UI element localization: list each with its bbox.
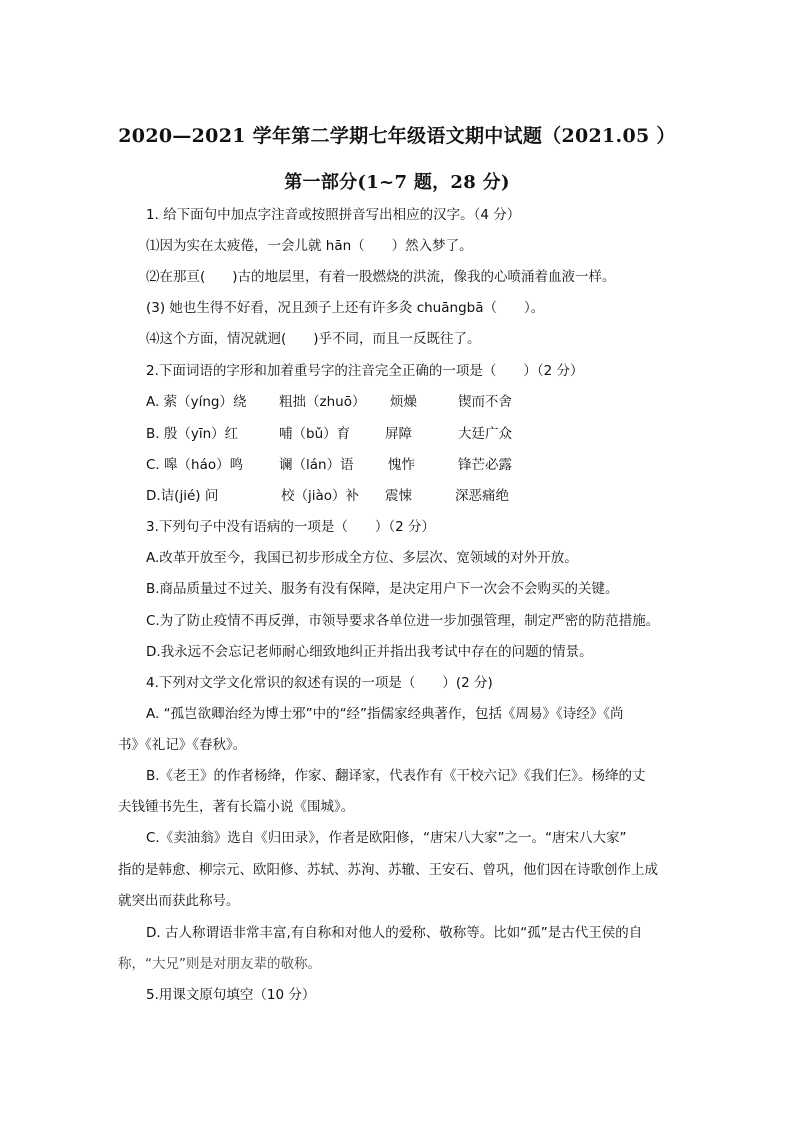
question-4-text: 就突出而获此称号。 [118, 893, 240, 909]
question-2-stem: 2.下面词语的字形和加着重号字的注音完全正确的一项是（ ）（2 分） [146, 363, 584, 379]
question-1-item: ⑵在那亘( )古的地层里，有着一股燃烧的洪流，像我的心喷涌着血液一样。 [146, 269, 616, 285]
question-4-text: 称，“大兄”则是对朋友辈的敬称。 [118, 956, 321, 972]
option-word: 震悚 [385, 488, 412, 504]
page-title: 2020—2021 学年第二学期七年级语文期中试题（2021.05 ） [118, 125, 676, 147]
question-4-text: D. 古人称谓语非常丰富,有自称和对他人的爱称、敬称等。比如“孤”是古代王侯的自 [146, 925, 643, 941]
option-word: 屏障 [385, 426, 412, 442]
question-1-item: (3) 她也生得不好看，况且颈子上还有许多灸 chuāngbā（ ）。 [146, 300, 545, 316]
section-subtitle: 第一部分(1~7 题，28 分) [284, 172, 510, 193]
question-4-text: 书》《礼记》《春秋》。 [118, 737, 247, 753]
question-1-item: ⑴因为实在太疲倦，一会儿就 hān（ ）然入梦了。 [146, 238, 473, 254]
option-word: 深恶痛绝 [455, 488, 509, 504]
option-word: 哺（bǔ）育 [279, 426, 351, 442]
option-word: A. 萦（yíng）绕 [146, 394, 247, 410]
question-1-stem: 1. 给下面句中加点字注音或按照拼音写出相应的汉字。（4 分） [146, 207, 521, 223]
question-4-text: 夫钱锺书先生，著有长篇小说《围城》。 [118, 799, 355, 815]
question-5-stem: 5.用课文原句填空（10 分） [146, 987, 316, 1003]
option-word: 烦燥 [390, 394, 417, 410]
option-word: 锋芒必露 [458, 457, 512, 473]
option-word: 校（jiào）补 [281, 488, 360, 504]
question-3-stem: 3.下列句子中没有语病的一项是（ ）（2 分） [146, 519, 436, 535]
question-3-option: A.改革开放至今，我国已初步形成全方位、多层次、宽领域的对外开放。 [146, 550, 578, 566]
question-4-text: C.《卖油翁》选自《归田录》，作者是欧阳修，“唐宋八大家”之一。“唐宋八大家” [146, 830, 627, 846]
question-4-text: 指的是韩愈、柳宗元、欧阳修、苏轼、苏洵、苏辙、王安石、曾巩，他们因在诗歌创作上成 [118, 862, 658, 878]
option-word: D.诘(jié) 问 [146, 488, 219, 504]
option-word: B. 殷（yīn）红 [146, 426, 239, 442]
option-word: 愧怍 [388, 457, 415, 473]
option-word: 谰（lán）语 [279, 457, 354, 473]
question-1-item: ⑷这个方面，情况就迥( )乎不同，而且一反既往了。 [146, 331, 481, 347]
option-word: 大廷广众 [458, 426, 512, 442]
question-4-stem: 4.下列对文学文化常识的叙述有误的一项是（ ）(2 分) [146, 675, 493, 691]
question-3-option: B.商品质量过不过关、服务有没有保障，是决定用户下一次会不会购买的关键。 [146, 581, 619, 597]
question-4-text: B.《老王》的作者杨绛，作家、翻译家，代表作有《干校六记》《我们仨》。杨绛的丈 [146, 768, 646, 784]
question-3-option: D.我永远不会忘记老师耐心细致地纠正并指出我考试中存在的问题的情景。 [146, 644, 593, 660]
option-word: 粗拙（zhuō） [279, 394, 366, 410]
question-4-text: A. “孤岂欲卿治经为博士邪”中的“经”指儒家经典著作，包括《周易》《诗经》《尚 [146, 706, 624, 722]
question-3-option: C.为了防止疫情不再反弹，市领导要求各单位进一步加强管理，制定严密的防范措施。 [146, 613, 660, 629]
option-word: C. 嗥（háo）鸣 [146, 457, 244, 473]
option-word: 锲而不舍 [458, 394, 512, 410]
